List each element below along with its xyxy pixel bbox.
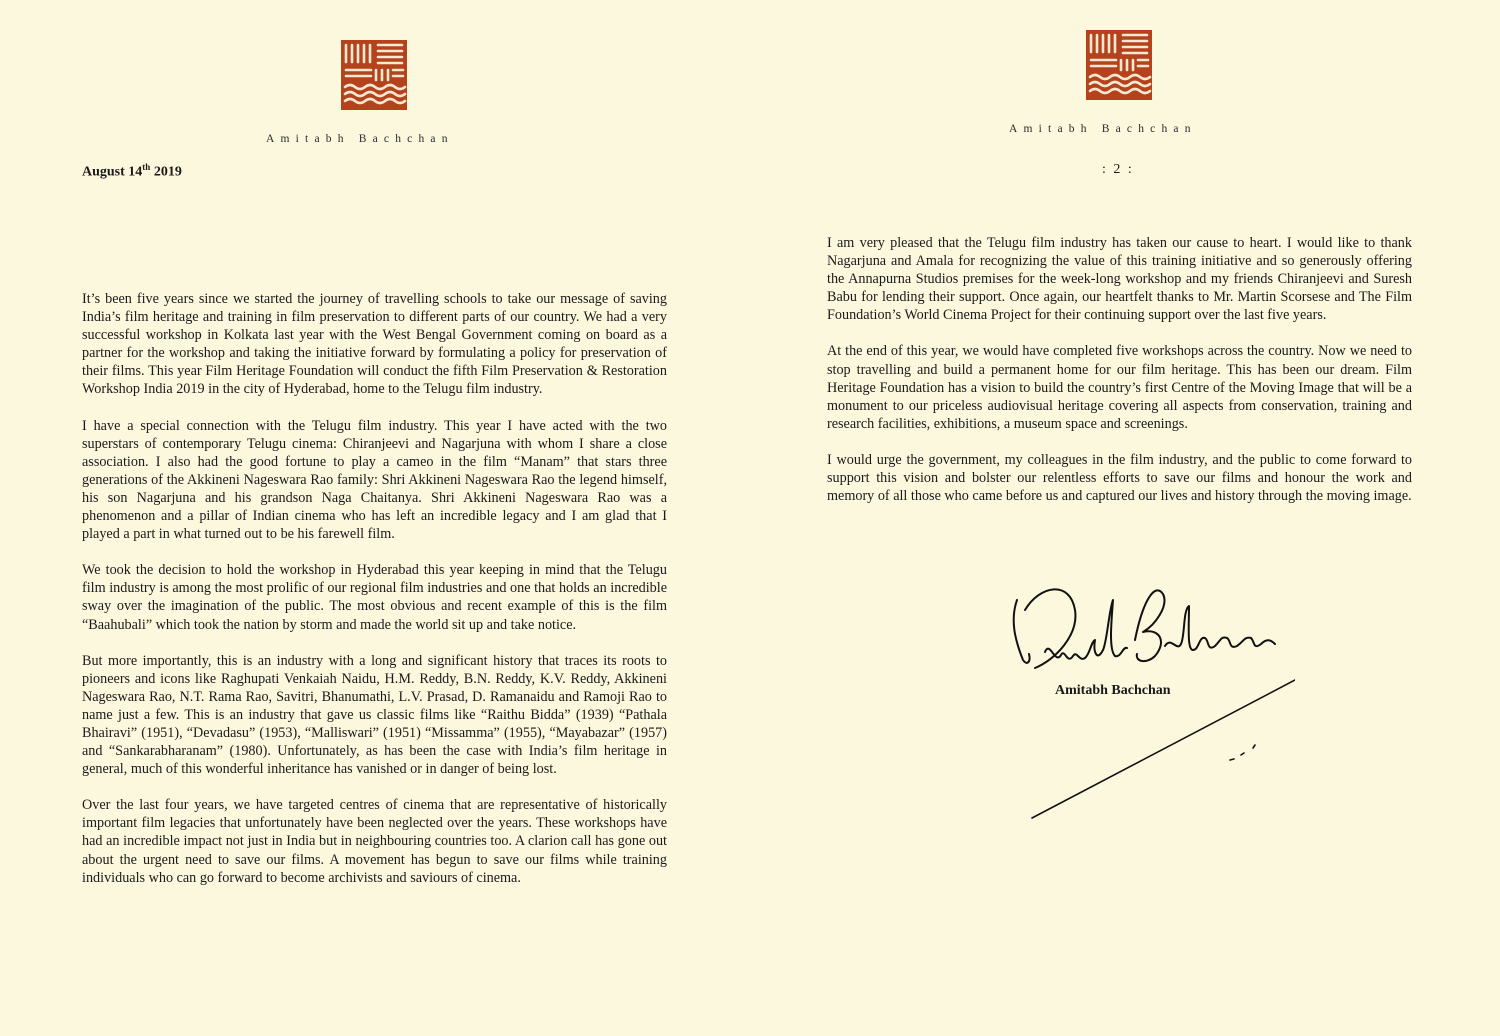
letter-body-page-1	[82, 290, 667, 905]
letter-date: August 14th 2019	[82, 162, 182, 180]
page-number: : 2 :	[1102, 162, 1134, 177]
paragraph: But more importantly, this is an industry with a long and significant history that traces its roots to pioneers and icons like Raghupati Venkaiah Naidu, H.M. Reddy, B.N. Reddy, K.V. Reddy, Akkineni Nageswara Rao, N.T. Rama Rao, Savitri, Bhanumathi, L.V. Prasad, D. Ramanaidu and Ramoji Rao to name just a few. This is an industry that gave us classic films like “Raithu Bidda” (1939) “Pathala Bhairavi” (1951), “Devadasu” (1953), “Malliswari” (1951) “Missamma” (1955), “Mayabazar” (1957) and “Sankarabharanam” (1980). Unfortunately, as has been the case with India’s film heritage in general, much of this wonderful inheritance has vanished or in danger of being lost.	[82, 652, 667, 778]
letterhead-name: Amitabh Bachchan	[1009, 123, 1197, 135]
paragraph: I am very pleased that the Telugu film industry has taken our cause to heart. I would like to thank Nagarjuna and Amala for recognizing the value of this training initiative and so generously offering the Annapurna Studios premises for the week-long workshop and my friends Chiranjeevi and Suresh Babu for lending their support. Once again, our heartfelt thanks to Mr. Martin Scorsese and The Film Foundation’s World Cinema Project for their continuing support over the last five years.	[827, 235, 1412, 324]
letter-page-2	[750, 0, 1500, 1036]
letter-body-page-2	[827, 234, 1412, 523]
letterhead-logo-icon	[1086, 30, 1152, 100]
letterhead-logo-icon	[341, 40, 407, 110]
signature-name: Amitabh Bachchan	[1055, 683, 1171, 698]
paragraph: At the end of this year, we would have completed five workshops across the country. Now we need to stop travelling and build a permanent home for our film heritage. This has been our dream. Film Heritage Foundation has a vision to build the country’s first Centre of the Moving Image that will be a monument to our priceless audiovisual heritage covering all aspects from conservation, training and research facilities, exhibitions, a museum space and screenings.	[827, 343, 1412, 432]
paragraph: I have a special connection with the Telugu film industry. This year I have acted with the two superstars of contemporary Telugu cinema: Chiranjeevi and Nagarjuna with whom I share a close association. I also had the good fortune to play a cameo in the film “Manam” that stars three generations of the Akkineni Nageswara Rao family: Shri Akkineni Nageswara Rao the legend himself, his son Nagarjuna and his grandson Naga Chaitanya. Shri Akkineni Nageswara Rao was a phenomenon and a pillar of Indian cinema who has left an incredible legacy and I am glad that I played a part in what turned out to be his farewell film.	[82, 417, 667, 543]
paragraph: I would urge the government, my colleagues in the film industry, and the public to come forward to support this vision and bolster our relentless efforts to save our films and honour the work and memory of all those who came before us and captured our lives and history through the moving image.	[827, 451, 1412, 505]
letterhead-name: Amitabh Bachchan	[266, 133, 454, 145]
paragraph: Over the last four years, we have targeted centres of cinema that are representative of historically important film legacies that unfortunately have been neglected over the years. These workshops have had an incredible impact not just in India but in neighbouring countries too. A clarion call has gone out about the urgent need to save our films. A movement has begun to save our films while training individuals who can go forward to become archivists and saviours of cinema.	[82, 797, 667, 886]
paragraph: We took the decision to hold the workshop in Hyderabad this year keeping in mind that the Telugu film industry is among the most prolific of our regional film industries and one that holds an incredible sway over the imagination of the public. The most obvious and recent example of this is the film “Baahubali” which took the nation by storm and made the world sit up and take notice.	[82, 562, 667, 633]
paragraph: It’s been five years since we started the journey of travelling schools to take our message of saving India’s film heritage and training in film preservation to different parts of our country. We had a very successful workshop in Kolkata last year with the West Bengal Government coming on board as a partner for the workshop and taking the initiative forward by formulating a policy for preservation of their films. This year Film Heritage Foundation will conduct the fifth Film Preservation & Restoration Workshop India 2019 in the city of Hyderabad, home to the Telugu film industry.	[82, 291, 667, 398]
handwritten-signature	[995, 570, 1295, 830]
